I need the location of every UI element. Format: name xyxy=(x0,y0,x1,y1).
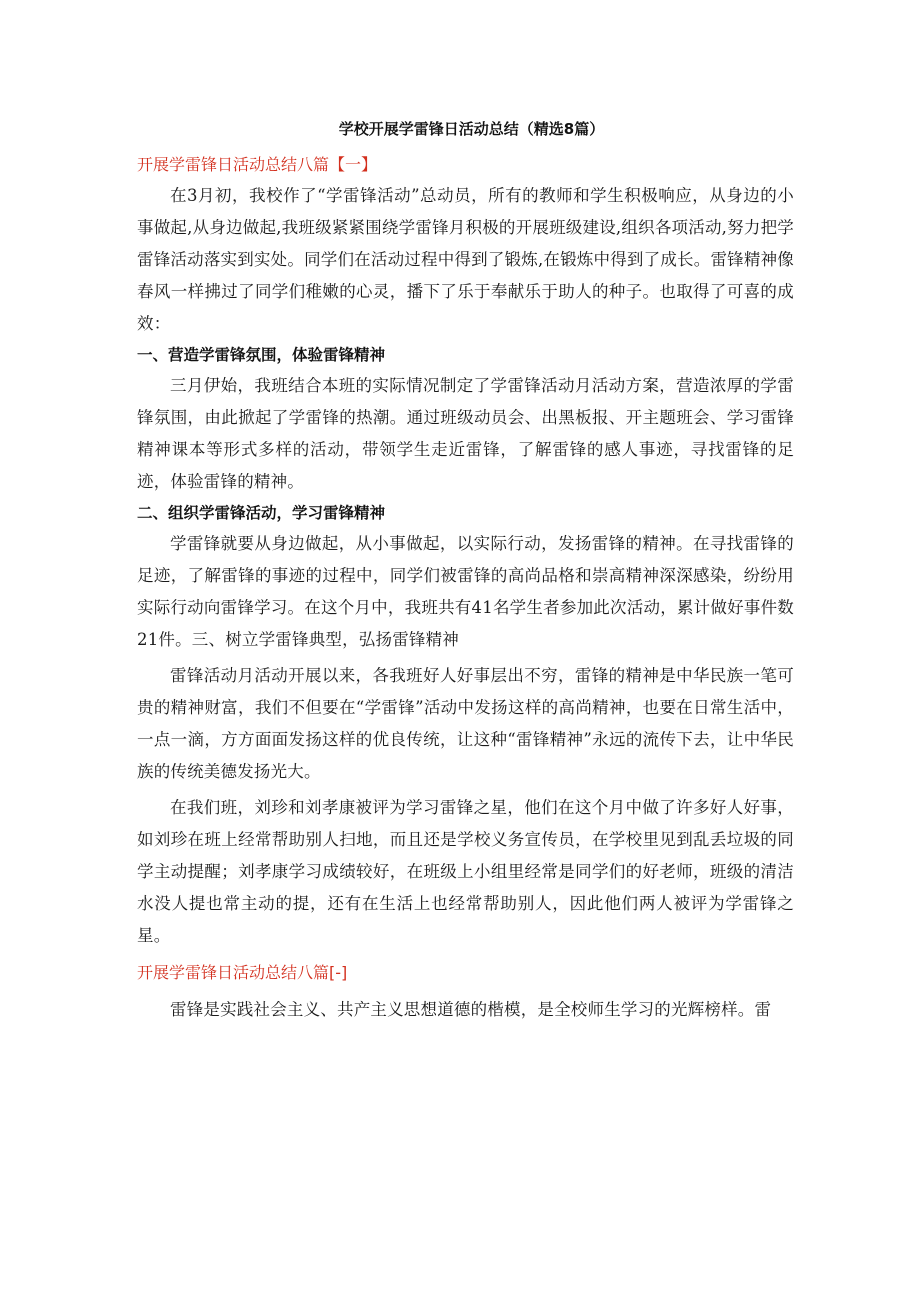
subsection2-heading: 二、组织学雷锋活动，学习雷锋精神 xyxy=(137,504,386,522)
subsection1-heading: 一、营造学雷锋氛围，体验雷锋精神 xyxy=(137,346,386,364)
document-body xyxy=(137,118,794,1030)
section2-paragraph-1: 雷锋是实践社会主义、共产主义思想道德的楷模，是全校师生学习的光辉榜样。雷 xyxy=(170,1000,772,1019)
subsection1-paragraph: 三月伊始，我班结合本班的实际情况制定了学雷锋活动月活动方案，营造浓厚的学雷锋氛围，由此掀起了学雷锋的热潮。通过班级动员会、出黑板报、开主题班会、学习雷锋精神课本等形式多样的活动，带领学生走近雷锋，了解雷锋的感人事迹，寻找雷锋的足迹，体验雷锋的精神。 xyxy=(137,376,794,491)
section1-paragraph-3: 雷锋活动月活动开展以来，各我班好人好事层出不穷，雷锋的精神是中华民族一笔可贵的精神财富，我们不但要在“学雷锋”活动中发扬这样的高尚精神，也要在日常生活中，一点一滴，方方面面发扬这样的优良传统，让这种“雷锋精神”永远的流传下去，让中华民族的传统美德发扬光大。 xyxy=(137,666,794,781)
section1-intro-paragraph: 在3月初，我校作了“学雷锋活动”总动员，所有的教师和学生积极响应，从身边的小事做起,从身边做起,我班级紧紧围绕学雷锋月积极的开展班级建设,组织各项活动,努力把学雷锋活动落实到实处。同学们在活动过程中得到了锻炼,在锻炼中得到了成长。雷锋精神像春风一样拂过了同学们稚嫩的心灵，播下了乐于奉献乐于助人的种子。也取得了可喜的成效： xyxy=(137,186,794,333)
document-title: 学校开展学雷锋日活动总结（精选8篇） xyxy=(338,120,605,138)
section1-heading: 开展学雷锋日活动总结八篇【一】 xyxy=(137,155,378,174)
section1-paragraph-4: 在我们班，刘珍和刘孝康被评为学习雷锋之星，他们在这个月中做了许多好人好事，如刘珍在班上经常帮助别人扫地，而且还是学校义务宣传员，在学校里见到乱丢垃圾的同学主动提醒；刘孝康学习成绩较好，在班级上小组里经常是同学们的好老师，班级的清洁水没人提也常主动的提，还有在生活上也经常帮助别人，因此他们两人被评为学雷锋之星。 xyxy=(137,798,794,945)
subsection2-paragraph: 学雷锋就要从身边做起，从小事做起，以实际行动，发扬雷锋的精神。在寻找雷锋的足迹，了解雷锋的事迹的过程中，同学们被雷锋的高尚品格和崇高精神深深感染，纷纷用实际行动向雷锋学习。在这个月中，我班共有41名学生者参加此次活动，累计做好事件数21件。三、树立学雷锋典型，弘扬雷锋精神 xyxy=(137,534,794,649)
section2-heading: 开展学雷锋日活动总结八篇[-] xyxy=(137,963,348,982)
